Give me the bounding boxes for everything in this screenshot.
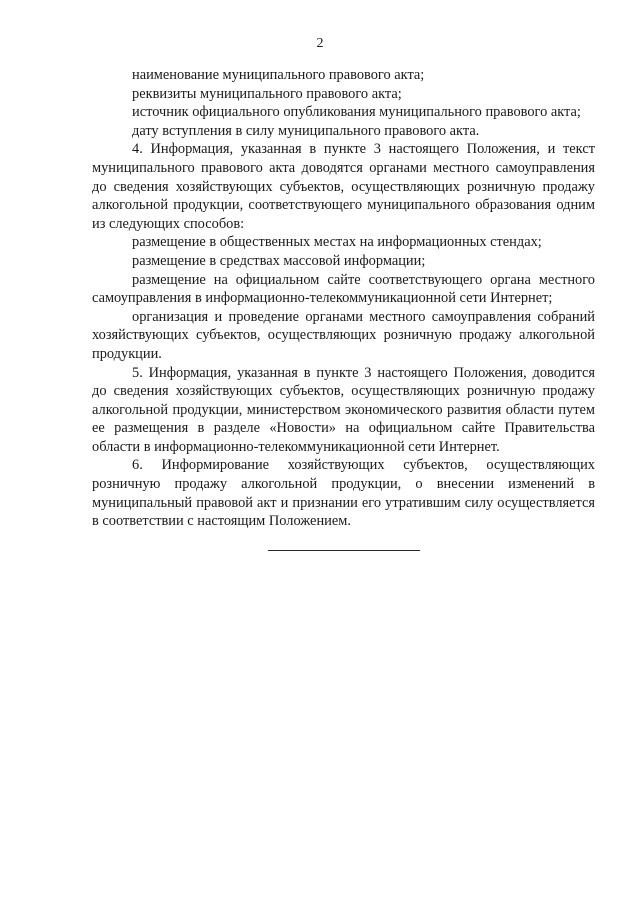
paragraph-method-stands: размещение в общественных местах на информационных стендах;	[132, 234, 542, 251]
paragraph-method-meetings: организация и проведение органами местного самоуправления собраний хозяйствующих субъектов, осуществляющих розничную продажу алкогольной продукции.	[92, 308, 595, 362]
paragraph-item-6: 6. Информирование хозяйствующих субъектов, осуществляющих розничную продажу алкогольной продукции, о внесении изменений в муниципальный правовой акт и признании его утратившим силу осуществляется в соответствии с настоящим Положением.	[92, 457, 595, 530]
paragraph-effective-date: дату вступления в силу муниципального правового акта.	[132, 122, 480, 139]
paragraph-act-details: реквизиты муниципального правового акта;	[132, 85, 402, 102]
end-separator-line	[268, 550, 420, 551]
page-number: 2	[316, 36, 324, 51]
document-body	[92, 66, 595, 531]
paragraph-publication-source: источник официального опубликования муниципального правового акта;	[132, 104, 581, 121]
paragraph-act-name: наименование муниципального правового акта;	[132, 67, 425, 83]
paragraph-method-website: размещение на официальном сайте соответствующего органа местного самоуправления в информационно-телекоммуникационной сети Интернет;	[92, 271, 595, 307]
paragraph-method-media: размещение в средствах массовой информации;	[132, 252, 426, 269]
paragraph-item-5: 5. Информация, указанная в пункте 3 настоящего Положения, доводится до сведения хозяйствующих субъектов, осуществляющих розничную продажу алкогольной продукции, министерством экономического развития области путем ее размещения в разделе «Новости» на официальном сайте Правительства области в информационно-телекоммуникационной сети Интернет.	[92, 364, 595, 455]
paragraph-item-4: 4. Информация, указанная в пункте 3 настоящего Положения, и текст муниципального правового акта доводятся органами местного самоуправления до сведения хозяйствующих субъектов, осуществляющих розничную продажу алкогольной продукции, соответствующего муниципального образования одним из следующих способов:	[92, 141, 595, 232]
